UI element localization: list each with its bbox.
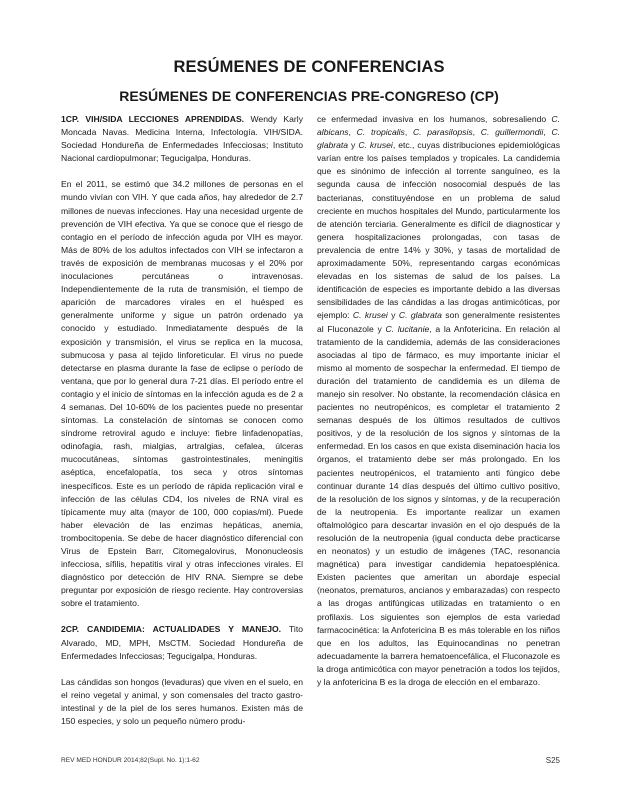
species-name: C. glabrata: [398, 310, 442, 321]
footer-page-number: S25: [545, 756, 560, 765]
page-title: RESÚMENES DE CONFERENCIAS: [173, 58, 445, 76]
text-segment: ce enfermedad invasiva en los humanos, sobresaliendo: [317, 114, 547, 124]
footer-journal-citation: REV MED HONDUR 2014;82(Supl. No. 1):1-62: [61, 757, 200, 764]
species-name: C. krusei: [352, 310, 388, 321]
abstract-1cp-body: En el 2011, se estimó que 34.2 millones de personas en el mundo vivían con VIH. Y que cada años, hay alrededor de 2.7 millones de nuevas infecciones. Hay una necesidad urgente de prevención de VIH efectiva. Ya que se conoce que el riesgo de contagio en el período de infección aguda por VIH es mayor. Más de 80% de los adultos infectados con VIH se infectaron a través de exposición de membranas mucosas y el 20% por inoculaciones percutáneas o intravenosas. Independientemente de la ruta de transmisión, el tiempo de aparición de marcadores virales en el huésped es generalmente uniforme y sigue un patrón ordenado ya conocido y estudiado. Inmediatamente después de la exposición y transmisión, el virus se replica en la mucosa, submucosa y pasa al tejido linforeticular. El virus no puede detectarse en plasma durante la fase de eclipse o período de ventana, que por lo general dura 7-21 días. El período entre el contagio y el inicio de síntomas en la infección aguda es de 2 a 4 semanas. Del 10-60% de los pacientes puede no presentar síntomas. La constelación de síntomas se conocen como síndrome retroviral agudo e incluye: fiebre linfadenopatías, odinofagia, rash, mialgias, artralgias, cefalea, úlceras mucocutáneas, síntomas gastrointestinales, meningitis aséptica, encefalopatía, tos seca y otros síntomas inespecíficos. Este es un período de rápida replicación viral e infección de las células CD4, los niveles de RNA viral es típicamente muy alta (mayor de 100, 000 copias/ml). Puede haber elevación de las enzimas hepáticas, anemia, trombocitopenia. Se debe de hacer diagnóstico diferencial con Virus de Epstein Barr, Citomegalovirus, Mononucleosis infecciosa, sífilis, hepatitis viral y otras infecciones virales. El diagnóstico por detección de HIV RNA. Siempre se debe preguntar por exposición de riesgo reciente. Hay controversias sobre el tratamiento.: [61, 179, 303, 609]
abstract-2cp-title: 2CP. CANDIDEMIA: ACTUALIDADES Y MANEJO.: [61, 624, 282, 635]
abstract-2cp-heading: [61, 623, 303, 662]
left-column: [61, 113, 303, 728]
abstract-2cp-body-continued: ce enfermedad invasiva en los humanos, sobresaliendo C. albicans, C. tropicalis, C. parasilopsis, C. guillermondii, C. glabrata y C. krusei, etc., cuyas distribuciones epidemiológicas varían entre los países templados y tropicales. La candidemia que es sinónimo de infección al torrente sanguíneo, es la segunda causa de infección nosocomial después de las bacterianas, constituyéndose en un problema de salud creciente en muchos hospitales del Mundo, particularmente los de atención terciaria. Generalmente es difícil de diagnosticar y genera hospitalizaciones prolongadas, con tasas de prevalencia de entre 14% y 30%, y tasas de mortalidad de aproximadamente 50%, representando cargas económicas elevadas en los sistemas de salud de los países. La identificación de especies es importante debido a las diversas sensibilidades de las cándidas a las drogas antimicóticas, por ejemplo: C. krusei y C. glabrata son generalmente resistentes al Fluconazole y C. lucitanie, a la Anfotericina. En relación al tratamiento de la candidemia, además de las consideraciones asociadas al tipo de fármaco, es muy importante iniciar el mismo al momento de sospechar la enfermedad. El tiempo de duración del tratamiento de candidemia es un dilema de manejo sin resolver. No obstante, la recomendación clásica en pacientes no neutropénicos, es completar el tratamiento 2 semanas después de los últimos resultados de cultivos positivos, y de la resolución de los signos y síntomas de la enfermedad. En los casos en que exista diseminación hacia los órganos, el tratamiento debe ser más prolongado. En los pacientes neutropénicos, el tratamiento anti fúngico debe continuar durante 14 días después del último cultivo positivo, de la resolución de los signos y síntomas, y de la recuperación de la neutropenia. Es importante realizar un examen oftalmológico para descartar invasión en el ojo después de la resolución de la neutropenia (igual conducta debe practicarse en neonatos) y un estudio de imágenes (TAC, resonancia magnética) para investigar candidemia hepatoesplénica. Existen pacientes que ameritan un abordaje especial (neonatos, prematuros, ancianos y embarazadas) con respecto a las drogas antifúngicas utilizadas en tratamiento o en profilaxis. Los siguientes son ejemplos de esta variedad farmacocinética: la Anfotericina B es más tolerable en los niños que en los adultos, las Equinocandinas no penetran adecuadamente la barrera hematoencefálica, el Fluconazole es la droga antimicótica con mayor penetración a todos los tejidos, y la anfotericina B es la droga de elección en el embarazo.: [317, 114, 561, 688]
species-name: C. glabrata: [317, 127, 561, 151]
text-segment: , a la Anfotericina. En relación al tratamiento de la candidemia, además de las consideraciones asociadas al tipo de fármaco, es muy importante iniciar el mismo al momento de sospechar la enfermedad. El tiempo de duración del tratamiento de candidemia es un dilema de manejo sin resolver. No obstante, la recomendación clásica en pacientes no neutropénicos, es completar el tratamiento 2 semanas después de los últimos resultados de cultivos positivos, y de la resolución de los signos y síntomas de la enfermedad. En los casos en que exista diseminación hacia los órganos, el tratamiento debe ser más prolongado. En los pacientes neutropénicos, el tratamiento anti fúngico debe continuar durante 14 días después del último cultivo positivo, de la resolución de los signos y síntomas, y de la recuperación de la neutropenia. Es importante realizar un examen oftalmológico para descartar invasión en el ojo después de la resolución de la neutropenia (igual conducta debe practicarse en neonatos) y un estudio de imágenes (TAC, resonancia magnética) para investigar candidemia hepatoesplénica. Existen pacientes que ameritan un abordaje especial (neonatos, prematuros, ancianos y embarazadas) con respecto a las drogas antifúngicas utilizadas en tratamiento o en profilaxis. Los siguientes son ejemplos de esta variedad farmacocinética: la Anfotericina B es más tolerable en los niños que en los adultos, las Equinocandinas no penetran adecuadamente la barrera hematoencefálica, el Fluconazole es la droga antimicótica con mayor penetración a todos los tejidos, y la anfotericina B es la droga de elección en el embarazo.: [317, 323, 561, 688]
species-name: C. lucitanie: [385, 323, 430, 334]
text-segment: son generalmente resistentes al Fluconazole y: [317, 310, 561, 334]
abstract-2cp-body-start: Las cándidas son hongos (levaduras) que viven en el suelo, en el reino vegetal y animal, y son comensales del tracto gastro-intestinal y de la piel de los seres humanos. Existen más de 150 especies, y solo un pequeño número produ-: [61, 676, 303, 727]
species-name: C. parasilopsis: [412, 127, 473, 138]
text-segment: y: [391, 310, 396, 321]
right-column: [317, 113, 560, 689]
text-segment: , etc., cuyas distribuciones epidemiológicas varían entre los países templados y tropicales. La candidemia que es sinónimo de infección al torrente sanguíneo, es la segunda causa de infección nosocomial después de las bacterianas, constituyéndose en un problema de salud creciente en muchos hospitales del Mundo, particularmente los de atención terciaria. Generalmente es difícil de diagnosticar y genera hospitalizaciones prolongadas, con tasas de prevalencia de entre 14% y 30%, y tasas de mortalidad de aproximadamente 50%, representando cargas económicas elevadas en los sistemas de salud de los países. La identificación de especies es importante debido a las diversas sensibilidades de las cándidas a las drogas antimicóticas, por ejemplo:: [317, 140, 560, 321]
species-name: C. krusei: [358, 140, 393, 151]
page-subtitle: RESÚMENES DE CONFERENCIAS PRE-CONGRESO (CP): [119, 88, 499, 104]
abstract-1cp-heading: [61, 113, 303, 165]
abstract-1cp-authors: Wendy Karly Moncada Navas. Medicina Interna, Infectología. VIH/SIDA. Sociedad Hondureña de Enfermedades Infecciosas; Instituto Nacional cardiopulmonar; Tegucigalpa, Honduras.: [61, 114, 303, 164]
species-name: C. tropicalis: [356, 127, 405, 138]
abstract-1cp-title: 1CP. VIH/SIDA LECCIONES APRENDIDAS.: [61, 114, 245, 124]
abstract-2cp-authors: Tito Alvarado, MD, MPH, MsCTM. Sociedad Hondureña de Enfermedades Infecciosas; Tegucigalpa, Honduras.: [61, 624, 303, 661]
species-name: C. albicans: [317, 114, 560, 138]
species-name: C. guillermondii: [480, 127, 544, 138]
